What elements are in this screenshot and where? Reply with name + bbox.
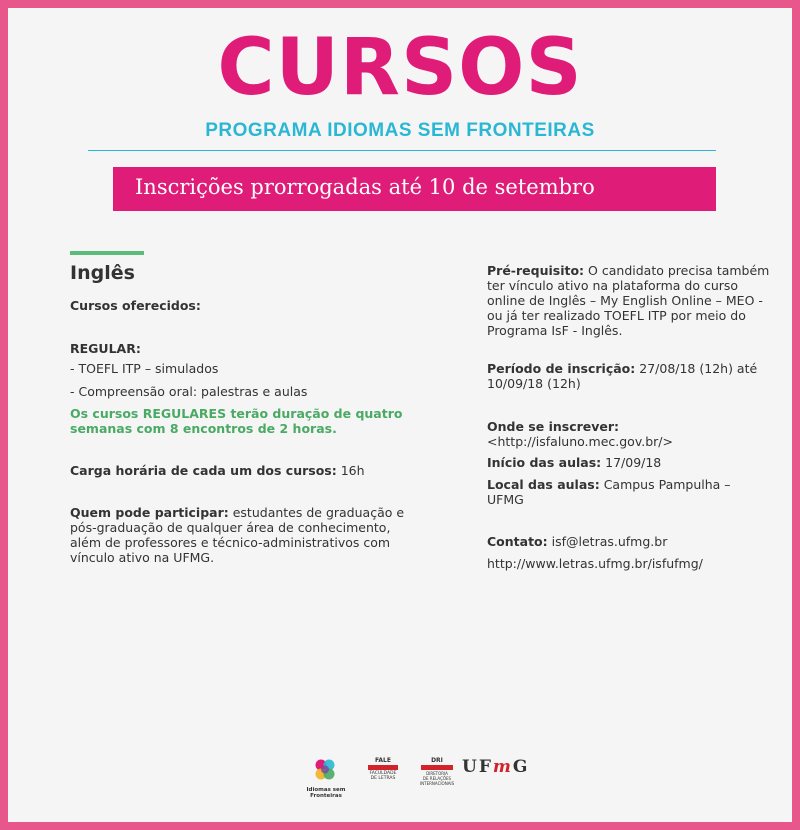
period-label: Período de inscrição: xyxy=(487,361,636,376)
place-line xyxy=(487,477,731,492)
place-line: UFMG xyxy=(487,492,524,507)
workload-line xyxy=(70,463,365,478)
language-heading: Inglês xyxy=(70,262,135,284)
section-accent-bar xyxy=(70,251,144,255)
isf-logo-icon xyxy=(312,757,338,783)
workload-value: 16h xyxy=(340,463,365,478)
dri-bar-icon xyxy=(421,765,453,770)
fale-name: FALE xyxy=(375,757,391,764)
banner-text: Inscrições prorrogadas até 10 de setembro xyxy=(135,175,595,199)
who-text: estudantes de graduação e xyxy=(232,505,405,520)
course-item: - Compreensão oral: palestras e aulas xyxy=(70,384,308,399)
prereq-line: online de Inglês – My English Online – MEO - xyxy=(487,293,763,308)
who-line xyxy=(70,505,404,520)
period-value: 27/08/18 (12h) até xyxy=(639,361,758,376)
program-subtitle: PROGRAMA IDIOMAS SEM FRONTEIRAS xyxy=(205,120,595,141)
poster-title: CURSOS xyxy=(217,23,583,113)
prereq-text: O candidato precisa também xyxy=(588,263,770,278)
start-line xyxy=(487,455,661,470)
footer-logos xyxy=(0,755,800,799)
prereq-line: Programa IsF - Inglês. xyxy=(487,323,623,338)
place-label: Local das aulas: xyxy=(487,477,600,492)
dri-sub: DE RELAÇÕES xyxy=(422,776,452,781)
duration-line: semanas com 8 encontros de 2 horas. xyxy=(70,421,337,436)
place-value: Campus Pampulha – xyxy=(603,477,731,492)
contact-email[interactable]: isf@letras.ufmg.br xyxy=(551,534,668,549)
ufmg-logo xyxy=(462,757,529,777)
dri-name: DRI xyxy=(431,757,443,764)
ufmg-g: G xyxy=(512,757,530,777)
period-line xyxy=(487,361,757,376)
duration-line: Os cursos REGULARES terão duração de quatro xyxy=(70,406,403,421)
prereq-line: ou já ter realizado TOEFL ITP por meio do xyxy=(487,308,746,323)
start-label: Início das aulas: xyxy=(487,455,602,470)
who-line: pós-graduação de qualquer área de conhecimento, xyxy=(70,520,391,535)
who-line: além de professores e técnico-administrativos com xyxy=(70,535,391,550)
fale-sub: FACULDADE xyxy=(369,771,397,776)
ufmg-m: m xyxy=(492,757,513,777)
start-value: 17/09/18 xyxy=(605,455,662,470)
prereq-line: ter vínculo ativo na plataforma do curso xyxy=(487,278,739,293)
offered-label: Cursos oferecidos: xyxy=(70,298,201,313)
dri-sub: DIRETORIA xyxy=(426,771,448,776)
course-item: - TOEFL ITP – simulados xyxy=(70,361,219,376)
prereq-line xyxy=(487,263,769,278)
deadline-banner xyxy=(113,167,716,211)
fale-sub: DE LETRAS xyxy=(370,776,396,781)
regular-label: REGULAR: xyxy=(70,341,141,356)
prereq-label: Pré-requisito: xyxy=(487,263,585,278)
ufmg-uf: UF xyxy=(462,757,493,777)
subtitle-divider xyxy=(88,150,716,151)
dri-sub: INTERNACIONAIS xyxy=(420,781,455,786)
contact-line xyxy=(487,534,667,549)
website-link[interactable]: http://www.letras.ufmg.br/isfufmg/ xyxy=(487,556,703,571)
fale-bar-icon xyxy=(368,765,398,770)
who-line: vínculo ativo na UFMG. xyxy=(70,550,215,565)
contact-label: Contato: xyxy=(487,534,548,549)
where-label: Onde se inscrever: xyxy=(487,419,620,434)
registration-link[interactable]: <http://isfaluno.mec.gov.br/> xyxy=(487,434,673,449)
who-label: Quem pode participar: xyxy=(70,505,229,520)
dri-logo xyxy=(420,757,454,786)
period-line: 10/09/18 (12h) xyxy=(487,376,581,391)
workload-label: Carga horária de cada um dos cursos: xyxy=(70,463,337,478)
isf-caption: Idiomas sem Fronteiras xyxy=(306,787,346,799)
fale-logo xyxy=(368,757,398,781)
